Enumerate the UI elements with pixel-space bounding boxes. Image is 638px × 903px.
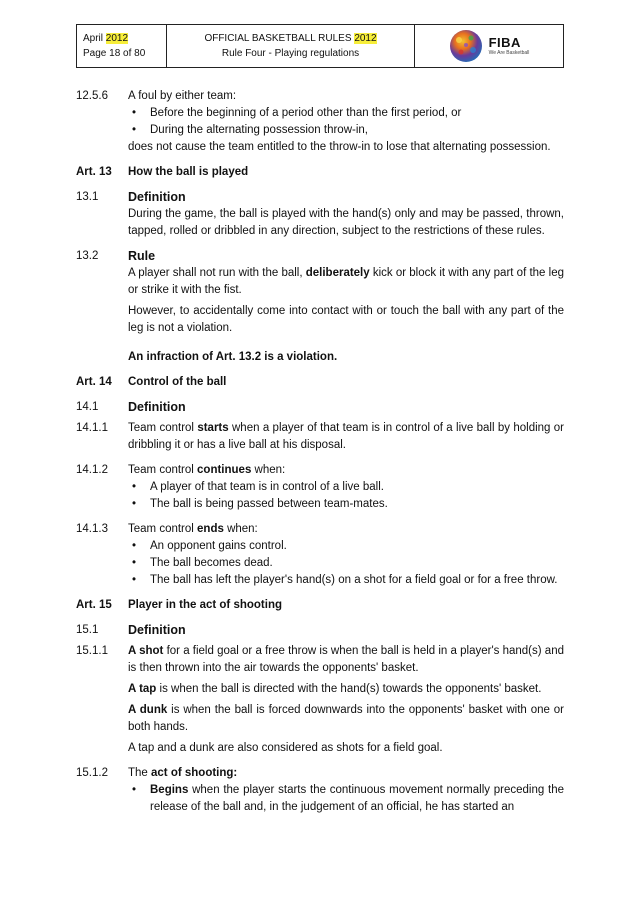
bullet-text [150, 782, 564, 816]
text-run: when: [251, 464, 286, 476]
bullet-icon: • [132, 784, 137, 796]
bullet-list [128, 479, 564, 513]
article-14 [76, 374, 564, 391]
section-14-1-2 [76, 462, 564, 513]
bullet-icon: • [132, 557, 137, 569]
list-item [128, 572, 564, 589]
section-text [128, 643, 564, 757]
page-body [76, 88, 564, 816]
header-title-year: 2012 [354, 33, 377, 44]
section-14-1-3 [76, 521, 564, 589]
bold-term: A tap [128, 683, 157, 695]
header-title [167, 31, 414, 46]
page-header [76, 24, 564, 68]
list-item [128, 479, 564, 496]
article-13 [76, 164, 564, 181]
section-number: 15.1.1 [76, 645, 108, 657]
bullet-text: Before the beginning of a period other than the first period, or [150, 107, 462, 119]
section-heading: Definition [128, 623, 186, 637]
section-number: 15.1.2 [76, 767, 108, 779]
text-run: Team control [128, 523, 198, 535]
header-page: Page 18 of 80 [83, 48, 146, 59]
bold-term: ends [197, 523, 224, 535]
paragraph: A tap and a dunk are also considered as shots for a field goal. [128, 742, 443, 754]
section-number: 14.1.1 [76, 422, 108, 434]
bullet-icon: • [132, 498, 137, 510]
article-number: Art. 13 [76, 166, 112, 178]
article-15 [76, 597, 564, 614]
section-12-5-6 [76, 88, 564, 156]
bullet-text: The ball becomes dead. [150, 557, 273, 569]
section-text [128, 462, 564, 513]
section-15-1-1 [76, 643, 564, 757]
paragraph [128, 702, 564, 736]
bullet-icon: • [132, 481, 137, 493]
text-run: Team control [128, 422, 198, 434]
text-run: kick or block it with any part of the leg or strike it with the fist. [128, 267, 564, 296]
section-text [128, 88, 564, 156]
header-date-year: 2012 [105, 33, 129, 44]
logo-word: FIBA [488, 35, 521, 50]
list-item [128, 105, 564, 122]
bullet-text: A player of that team is in control of a live ball. [150, 481, 384, 493]
text-run: for a field goal or a free throw is when the ball is held in a player's hand(s) and is then thrown into the air towards the opponents' basket. [128, 645, 564, 674]
bullet-list [128, 105, 564, 139]
section-14-1 [76, 399, 564, 416]
paragraph [128, 681, 564, 698]
list-item [128, 782, 564, 816]
header-mid-cell [167, 25, 415, 67]
list-item [128, 122, 564, 139]
paragraph: does not cause the team entitled to the throw-in to lose that alternating possession. [128, 141, 551, 153]
list-item [128, 538, 564, 555]
basketball-logo-icon [449, 29, 483, 63]
header-date [83, 31, 166, 46]
bold-term: Begins [150, 784, 189, 796]
section-number: 12.5.6 [76, 90, 108, 102]
bullet-text: During the alternating possession throw-in, [150, 124, 368, 136]
section-13-1 [76, 189, 564, 240]
bullet-icon: • [132, 124, 137, 136]
section-text [128, 248, 564, 366]
text-run: A player shall not run with the ball, [128, 267, 306, 279]
paragraph [128, 521, 564, 538]
text-run: when a player of that team is in control of a live ball by holding or dribbling it or has a live ball at his disposal. [128, 422, 565, 451]
header-date-prefix: April [83, 33, 106, 44]
logo-text [489, 36, 530, 56]
section-13-2 [76, 248, 564, 366]
bold-term: A shot [128, 645, 164, 657]
bullet-list [128, 782, 564, 816]
bullet-icon: • [132, 574, 137, 586]
section-15-1-2 [76, 765, 564, 816]
section-text [128, 765, 564, 816]
header-subtitle: Rule Four - Playing regulations [221, 48, 360, 59]
text-run: is when the ball is forced downwards into the opponents' basket with one or both hands. [128, 704, 564, 733]
header-left-cell [77, 25, 167, 67]
section-heading: Definition [128, 400, 186, 414]
list-item [128, 555, 564, 572]
text-run: Team control [128, 464, 198, 476]
bullet-text: The ball is being passed between team-mates. [150, 498, 388, 510]
paragraph [128, 462, 564, 479]
paragraph [128, 420, 564, 454]
paragraph [128, 265, 564, 299]
section-14-1-1 [76, 420, 564, 454]
paragraph: During the game, the ball is played with the hand(s) only and may be passed, thrown, tapped, rolled or dribbled in any direction, subject to the restrictions of these rules. [128, 208, 564, 237]
text-run: when: [223, 523, 258, 535]
section-text [128, 189, 564, 240]
section-text [128, 521, 564, 589]
section-heading: Rule [128, 249, 156, 263]
violation-note: An infraction of Art. 13.2 is a violation. [128, 351, 338, 363]
bold-term: A dunk [128, 704, 168, 716]
list-item [128, 496, 564, 513]
article-number: Art. 15 [76, 599, 112, 611]
bullet-list [128, 538, 564, 589]
bold-term: starts [197, 422, 229, 434]
article-number: Art. 14 [76, 376, 112, 388]
section-number: 13.1 [76, 191, 99, 203]
bold-term: deliberately [305, 267, 370, 279]
bold-term: act of shooting: [151, 767, 238, 779]
header-title-prefix: OFFICIAL BASKETBALL RULES [204, 33, 355, 44]
fiba-logo [415, 25, 563, 67]
logo-tagline: We Are Basketball [488, 50, 530, 56]
paragraph [128, 765, 564, 782]
text-run: The [128, 767, 152, 779]
section-number: 14.1.3 [76, 523, 108, 535]
paragraph: A foul by either team: [128, 90, 237, 102]
section-15-1 [76, 622, 564, 639]
bullet-text: The ball has left the player's hand(s) on a shot for a field goal or for a free throw. [150, 574, 558, 586]
section-number: 15.1 [76, 624, 99, 636]
article-title: Player in the act of shooting [128, 599, 282, 611]
article-title: Control of the ball [128, 376, 227, 388]
article-title: How the ball is played [128, 166, 249, 178]
bullet-icon: • [132, 107, 137, 119]
bullet-icon: • [132, 540, 137, 552]
section-number: 13.2 [76, 250, 99, 262]
bold-term: continues [197, 464, 252, 476]
paragraph: However, to accidentally come into contact with or touch the ball with any part of the leg is not a violation. [128, 305, 564, 334]
bullet-text: An opponent gains control. [150, 540, 287, 552]
section-number: 14.1 [76, 401, 99, 413]
section-number: 14.1.2 [76, 464, 108, 476]
text-run: is when the ball is directed with the hand(s) towards the opponents' basket. [156, 683, 542, 695]
text-run: when the player starts the continuous movement normally preceding the release of the ball and, in the judgement of an official, he has started an [150, 784, 564, 813]
section-heading: Definition [128, 190, 186, 204]
paragraph [128, 643, 564, 677]
